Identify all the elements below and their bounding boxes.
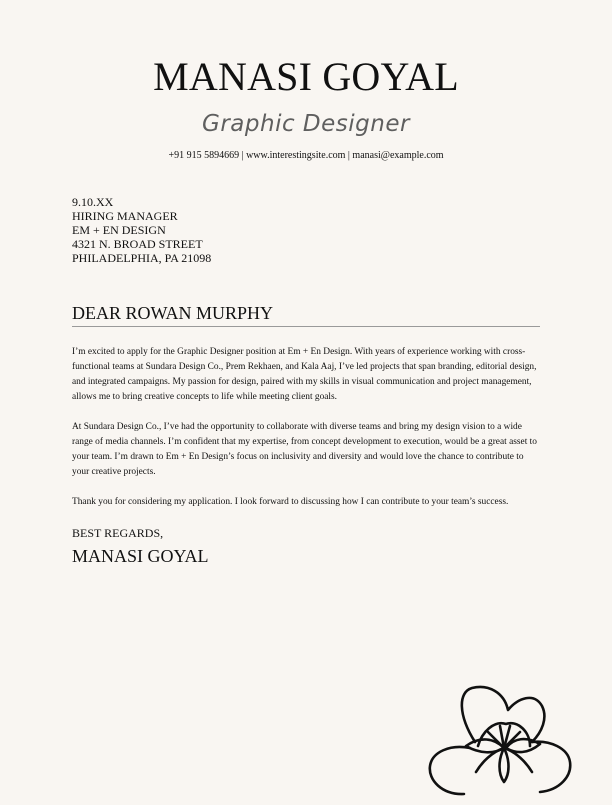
- job-title: Graphic Designer: [202, 111, 410, 137]
- salutation: DEAR ROWAN MURPHY: [72, 303, 274, 323]
- signature: MANASI GOYAL: [72, 546, 209, 566]
- recipient-street: 4321 N. BROAD STREET: [72, 237, 203, 251]
- recipient-company: EM + EN DESIGN: [72, 223, 166, 237]
- recipient-address: [72, 195, 211, 265]
- flower-icon: [420, 680, 590, 805]
- body-paragraph-3: Thank you for considering my application. I look forward to discussing how I can contribute to your team’s success.: [72, 497, 509, 507]
- contact-line: +91 915 5894669 | www.interestingsite.com | manasi@example.com: [168, 150, 444, 161]
- letter-body: [72, 345, 542, 525]
- recipient-role: HIRING MANAGER: [72, 209, 178, 223]
- applicant-name: MANASI GOYAL: [153, 54, 459, 99]
- closing: BEST REGARDS,: [72, 526, 164, 540]
- divider: [72, 326, 540, 327]
- body-paragraph-2: At Sundara Design Co., I’ve had the opportunity to collaborate with diverse teams and bring my design vision to a wide range of media channels. I’m confident that my expertise, from concept development to execution, would be a great asset to your team. I’m drawn to Em + En Design’s focus on inclusivity and diversity and would love the chance to contribute to your creative projects.: [72, 422, 537, 477]
- recipient-city: PHILADELPHIA, PA 21098: [72, 251, 212, 265]
- body-paragraph-1: I’m excited to apply for the Graphic Designer position at Em + En Design. With years of experience working with cross-functional teams at Sundara Design Co., Prem Rekhaen, and Kala Aaj, I’ve led projects that span branding, editorial design, and integrated campaigns. My passion for design, paired with my skills in visual communication and project management, allows me to bring creative concepts to life while meeting client goals.: [72, 347, 537, 402]
- letter-date: 9.10.XX: [72, 195, 114, 209]
